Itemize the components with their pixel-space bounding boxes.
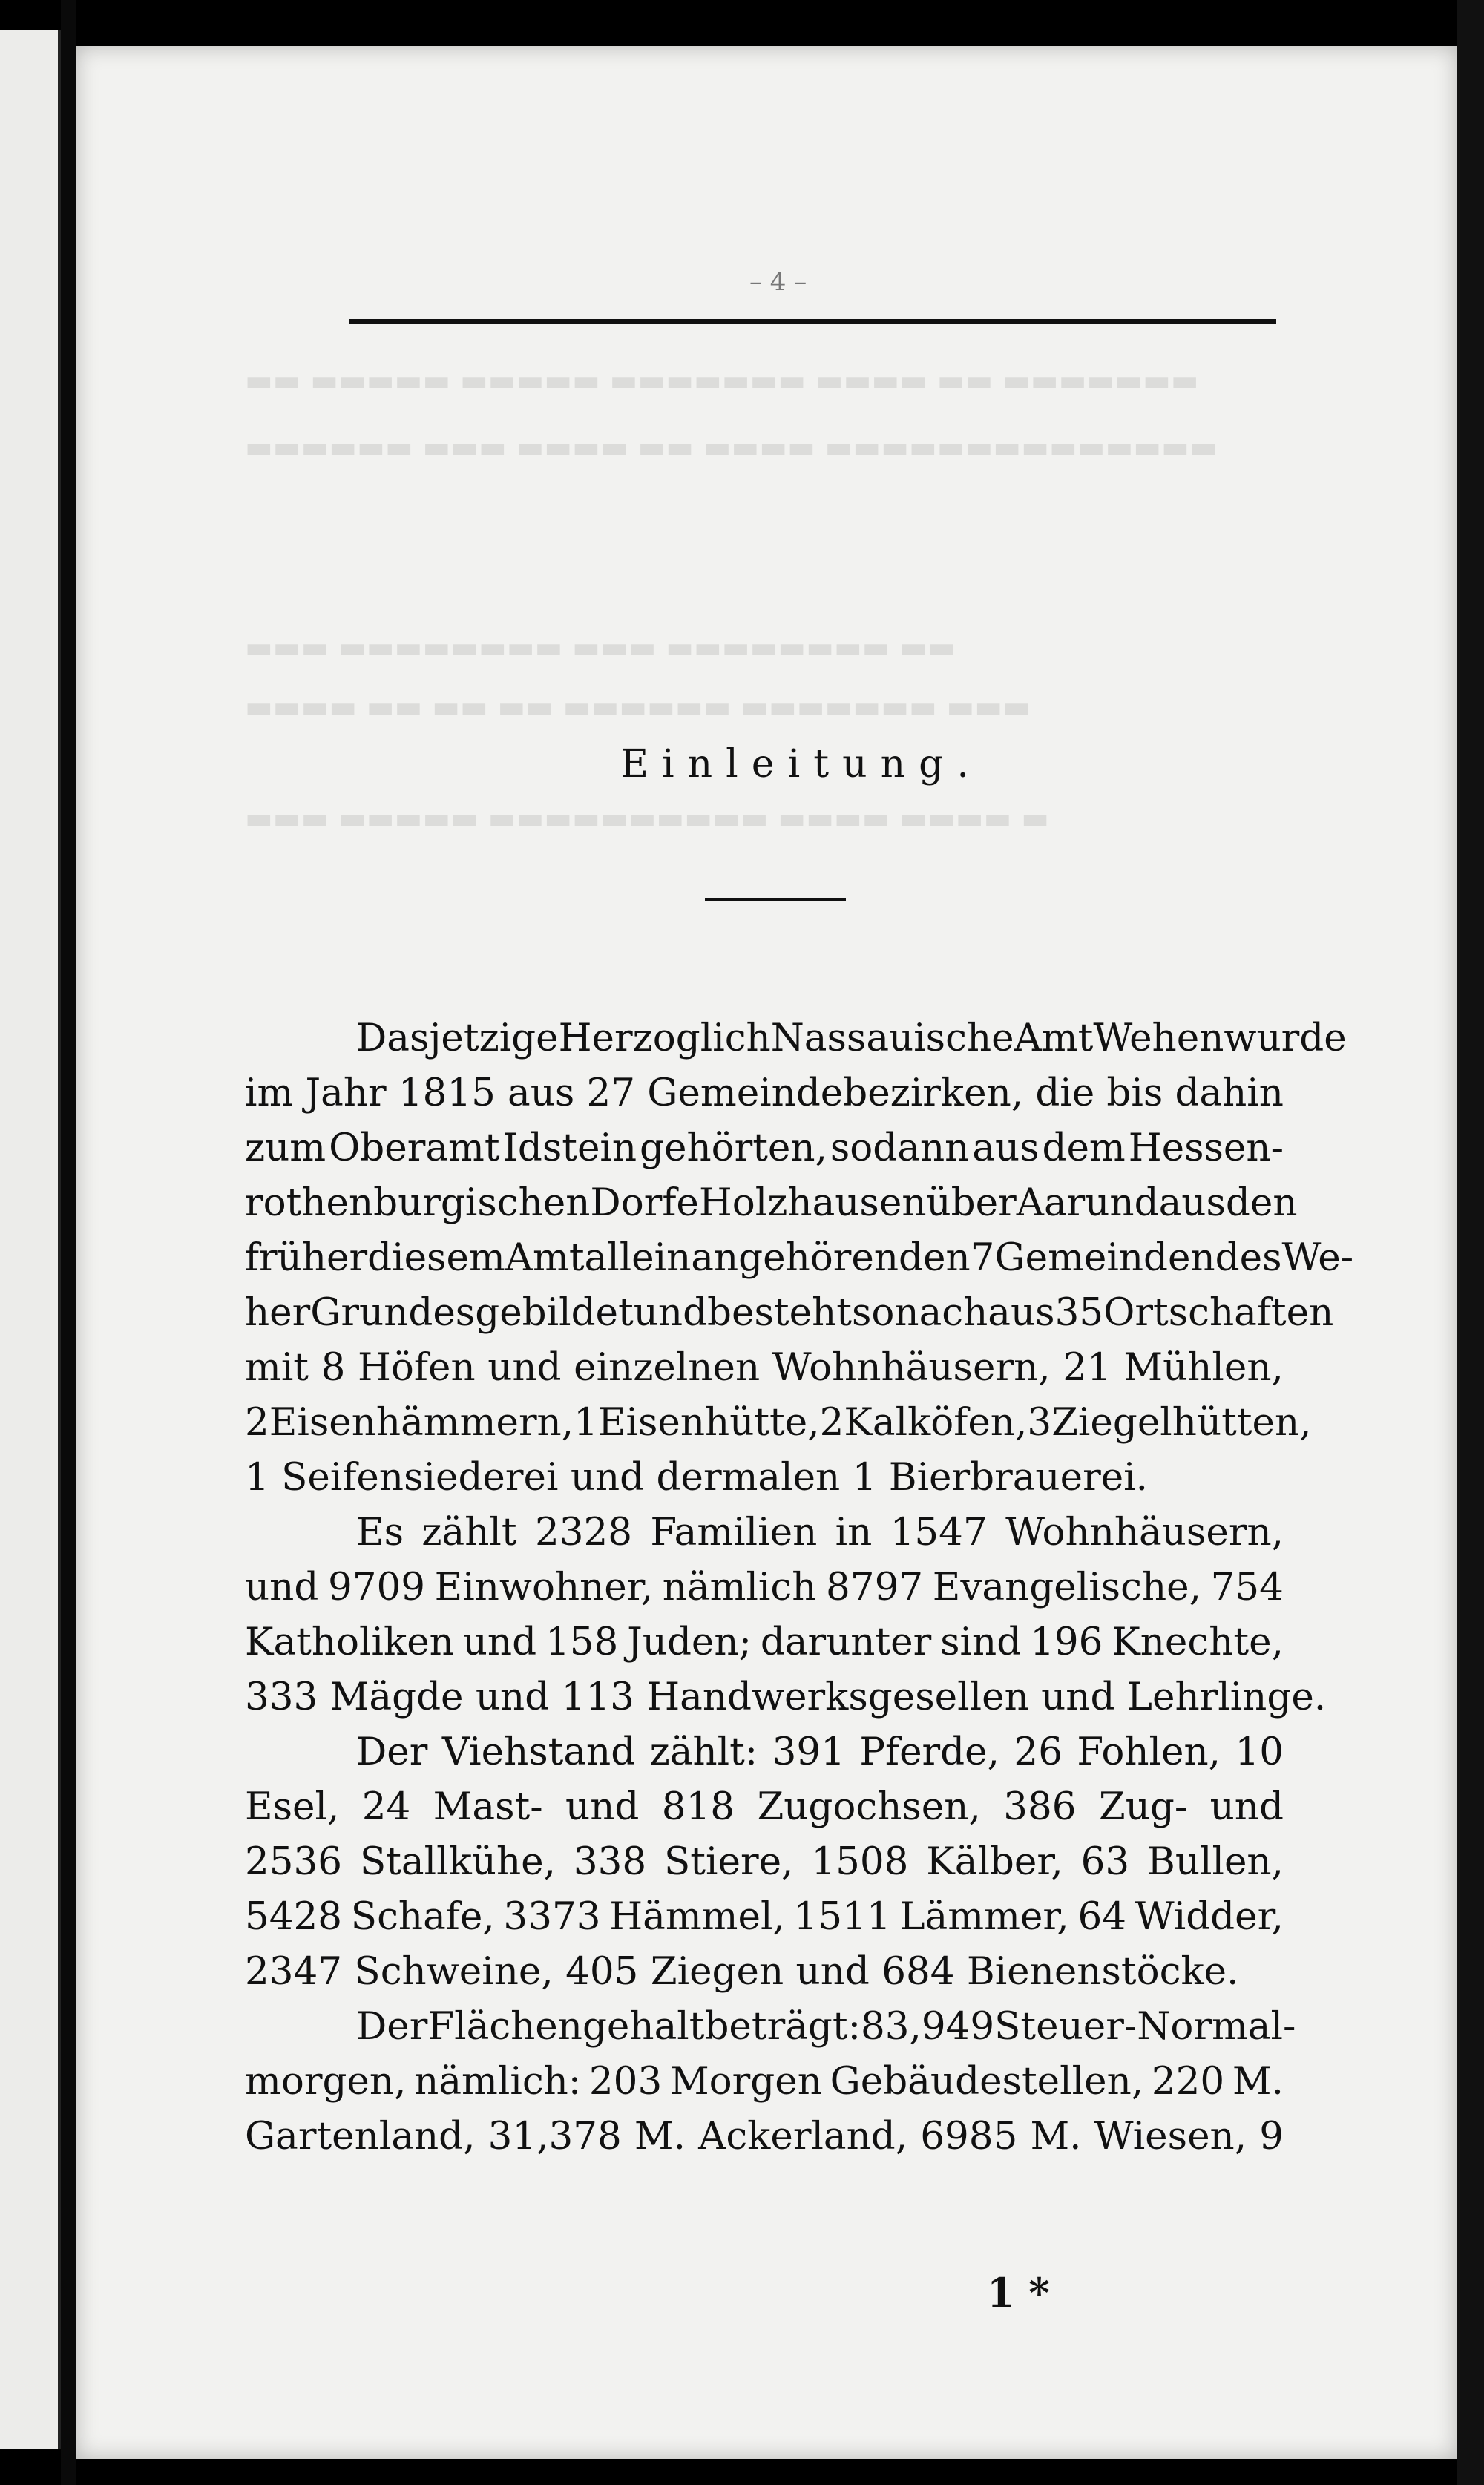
text-line: Es zählt 2328 Familien in 1547 Wohnhäusern, — [356, 1510, 1284, 1555]
text-line: Das jetzige Herzoglich Nassauische Amt Wehen wurde — [356, 1016, 1347, 1060]
text-line: Der Viehstand zählt: 391 Pferde, 26 Fohlen, 10 — [356, 1730, 1284, 1774]
right-book-edge — [1457, 0, 1484, 2485]
left-page-edge — [0, 30, 61, 2449]
text-line: im Jahr 1815 aus 27 Gemeindebezirken, die bis dahin — [245, 1071, 1284, 1115]
text-line: Katholiken und 158 Juden; darunter sind 196 Knechte, — [245, 1620, 1284, 1664]
text-line: Esel, 24 Mast- und 818 Zugochsen, 386 Zug- und — [245, 1785, 1284, 1829]
text-line: 2347 Schweine, 405 Ziegen und 684 Bienenstöcke. — [245, 1949, 1239, 1994]
text-line: rothenburgischen Dorfe Holzhausen über Aar und aus den — [245, 1181, 1298, 1225]
book-gutter — [61, 0, 76, 2485]
text-line: Gartenland, 31,378 M. Ackerland, 6985 M. Wiesen, 9 — [245, 2114, 1284, 2159]
text-line: 1 Seifensiederei und dermalen 1 Bierbrauerei. — [245, 1455, 1149, 1500]
text-line: 333 Mägde und 113 Handwerksgesellen und Lehrlinge. — [245, 1675, 1327, 1719]
text-line: mit 8 Höfen und einzelnen Wohnhäusern, 21 Mühlen, — [245, 1345, 1284, 1390]
text-line: früher diesem Amt allein angehörenden 7 Gemeinden des We- — [245, 1235, 1354, 1280]
chapter-title: Einleitung. — [620, 742, 982, 787]
show-through-texture: ▬▬ ▬▬▬▬▬ ▬▬▬▬▬ ▬▬▬▬▬▬▬ ▬▬▬▬ ▬▬ ▬▬▬▬▬▬▬ — [245, 364, 1199, 398]
text-line: und 9709 Einwohner, nämlich 8797 Evangelische, 754 — [245, 1565, 1284, 1609]
text-line: morgen, nämlich: 203 Morgen Gebäudestellen, 220 M. — [245, 2059, 1284, 2104]
text-line: her Grundes gebildet und besteht sonach aus 35 Ortschaften — [245, 1290, 1334, 1335]
header-rule — [349, 319, 1276, 324]
text-line: 2 Eisenhämmern, 1 Eisenhütte, 2 Kalköfen, 3 Ziegelhütten, — [245, 1400, 1312, 1445]
page-header-number: – 4 – — [749, 267, 807, 297]
text-line: 5428 Schafe, 3373 Hämmel, 1511 Lämmer, 64 Widder, — [245, 1894, 1284, 1939]
text-line: 2536 Stallkühe, 338 Stiere, 1508 Kälber, 63 Bullen, — [245, 1839, 1284, 1884]
title-rule — [705, 898, 846, 901]
signature-mark: 1 * — [987, 2269, 1050, 2317]
text-line: zum Oberamt Idstein gehörten, sodann aus dem Hessen- — [245, 1126, 1284, 1170]
body-text — [245, 1011, 1354, 2164]
text-line: Der Flächengehalt beträgt: 83,949 Steuer-Normal- — [356, 2004, 1296, 2049]
